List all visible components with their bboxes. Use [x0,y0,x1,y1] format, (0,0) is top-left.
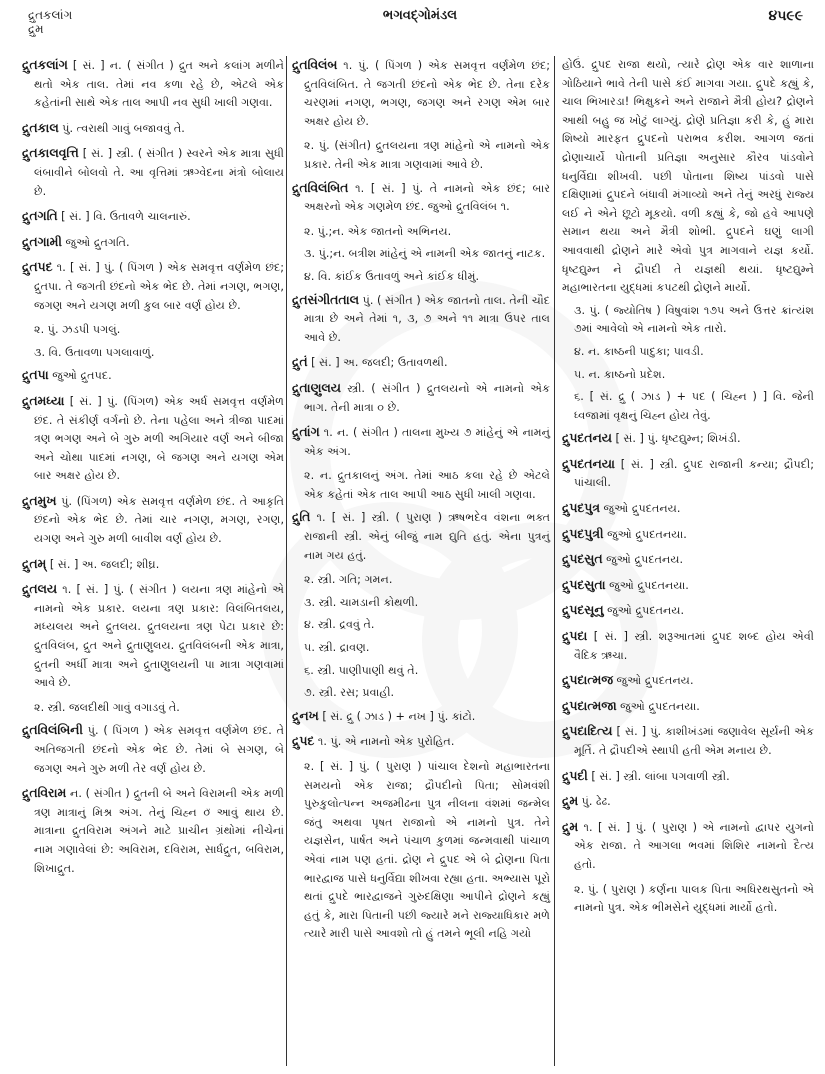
entry-headword: દ્રુતમુખ [22,492,57,508]
entry-sense: ૨. પું. (સંગીત) દ્રુતલયના ત્રણ માંહેનો એ નામનો એક પ્રકાર. તેની એક માત્રા ગણવામાં આવે છે. [304,139,550,171]
entry-definition: [ સં. ] પું. ધૃષ્ટદ્યુમ્ન; શિખંડી. [615,432,741,446]
entry-definition: [ સં. ] સ્ત્રી. લાંબા પગવાળી સ્ત્રી. [591,769,730,783]
dictionary-entry [562,525,814,545]
entry-headword: દ્રુતવિલંબિની [22,722,83,738]
entry-headword: દ્રુતકાલ [22,119,59,135]
entry-headword: દ્રુપદપુત્રી [562,525,604,541]
column-2 [292,56,550,948]
guide-word-first: દ્રુતકલાંગ [28,8,73,22]
entry-sense: ૩. પું.;ન. બત્રીશ માંહેનું એ નામની એક જાતનું નાટક. [304,247,546,261]
entry-headword: દ્રુપદાત્મજ [562,672,613,688]
column-divider-2 [554,56,555,1066]
page-number: ૪૫૯૯ [768,8,803,24]
dictionary-entry [292,379,550,417]
entry-definition: જુઓ દ્રુપદતનયા. [620,699,700,713]
entry-definition: [ સં. ] સ્ત્રી. ( સંગીત ) સ્વરને એક માત્રા સુધી લંબાવીને બોલવો તે. આ વૃત્તિમાં ઋગ્વેદના મંત્રો બોલાય છે. [34,147,284,198]
entry-definition: ૧. પું. ( પિંગળ ) એક સમવૃત્ત વર્ણમેળ છંદ; દ્રુતવિલંબિત. તે જગતી છંદનો એક ભેદ છે. તેના દરેક ચરણમાં નગણ, ભગણ, જગણ અને રગણ એમ બાર અક્ષર હોય છે. [304,59,550,128]
entry-definition: જુઓ દ્રુપદતનય. [606,553,684,567]
entry-sense: ૬. [ સં. દ્રુ ( ઝાડ ) + પદ ( ચિહ્ન ) ] વિ. જેની ધ્વજામાં વૃક્ષનું ચિહ્ન હોય તેવું. [574,390,814,422]
entry-definition: જુઓ દ્રુતપદ. [52,369,112,383]
entry-definition: ૧. [ સં. ] પું. ( પુરાણ ) એ નામનો દ્વાપર યુગનો એક રાજા. તે આગલા ભવમાં શિશિર નામનો દૈત્ય હતો. [574,820,814,871]
entry-headword: દ્રુતવિરામ [22,785,67,801]
entry-definition: [ સં. ] સ્ત્રી. શરૂઆતમાં દ્રુપદ શબ્દ હોય એવી વૈદિક ઋચા. [574,630,814,662]
dictionary-entry [22,555,284,575]
entry-headword: દ્રુપદસુત [562,551,603,567]
dictionary-entry [22,233,284,253]
dictionary-entry [562,429,814,449]
entry-definition: જુઓ દ્રુપદતનયા. [607,527,687,541]
entry-headword: દ્રુતાંગ [292,424,320,440]
guide-words [28,8,72,36]
entry-sense: ૫. સ્ત્રી. દ્રાવણ. [304,641,370,655]
entry-headword: દ્રુતસંગીતતાલ [292,291,359,307]
guide-word-last: દ્રુમ [28,22,44,36]
entry-headword: દ્રુતિ [292,509,311,525]
dictionary-entry [22,492,284,549]
entry-headword: દ્રુતપા [22,367,49,383]
entry-sense: ૨. સ્ત્રી. ગતિ; ગમન. [304,573,393,587]
column-1 [22,56,284,884]
column-3 [562,56,814,922]
entry-headword: દ્રુતં [292,354,308,370]
dictionary-entry [292,423,550,504]
entry-definition: [ સં. ] વિ. ઉતાવળે ચાલનારું. [61,210,191,224]
dictionary-entry [292,508,550,702]
book-title: ભગવદ્ગોમંડલ [382,8,458,23]
entry-headword: દ્રુતાણુલય [292,379,341,395]
entry-headword: દ્રુપદપુત્ર [562,500,600,516]
entry-sense: ૨. સ્ત્રી. જલદીથી ગાવું વગાડવું તે. [34,700,180,714]
entry-definition: [ સં. ] પું. કાશીખંડમાં જણાવેલ સૂર્યની એક મૂર્તિ. તે દ્રૌપદીએ સ્થાપી હતી એમ મનાય છે. [574,725,815,757]
entry-definition: પું. (પિંગળ) એક સમવૃત્ત વર્ણમેળ છંદ. તે આકૃતિ છંદનો એક ભેદ છે. તેમાં ચાર નગણ, મગણ, રગણ, યગણ અને ગુરુ મળી બાવીશ વર્ણ હોય છે. [34,494,284,546]
entry-headword: દ્રુતલય [22,581,58,597]
dictionary-entry [22,580,284,717]
dictionary-entry [562,627,814,665]
entry-sense: ૨. પું. ઝડપી પગલું. [34,323,121,337]
entry-sense: ૬. સ્ત્રી. પાણીપાણી થવું તે. [304,663,419,677]
entry-definition: [ સં. ] ન. ( સંગીત ) દ્રુત અને કલાંગ મળીને થતો એક તાલ. તેમાં નવ કળા રહે છે, એટલે એક કહેતાંની સાથે એક તાલ આપી નવ સુધી ખાલી ગણવા. [34,59,284,110]
dictionary-entry [22,366,284,386]
dictionary-entry [292,291,550,348]
entry-continuation: હોઉં. દ્રુપદ રાજા થયો, ત્યારે દ્રોણ એક વાર શાળાના ગોઠિયાને ભાવે તેની પાસે કંઈ માગવા ગયા. દ્રુપદે કહ્યું કે, ચાલ ભિખારડા! ભિક્ષુકને અને રાજાને મૈત્રી હોય? દ્રોણને આથી બહુ જ ખોટું લાગ્યું. દ્રોણે પ્રતિજ્ઞા કરી કે, હું મારા શિષ્યો મારફત દ્રુપદનો પરાભવ કરીશ. આગળ જતાં દ્રોણાચાર્યે પોતાની પ્રતિજ્ઞા અનુસાર કૌરવ પાંડવોને ધનુર્વિદ્યા શીખવી. પછી પોતાના શિષ્ય પાંડવો પાસે દક્ષિણામાં દ્રુપદને બંધાવી મંગાવ્યો અને તેનું અરધું રાજ્ય લઈ ને એને છૂટો મૂકયો. વળી કહ્યું કે, જો હવે આપણે સમાન થયા અને મૈત્રી શોભી. દ્રુપદને ઘણું લાગી આવવાથી દ્રોણને મારે એવો પુત્ર માગવાને યજ્ઞ કર્યો. ધૃષ્ટદ્યુમ્ન ને દ્રૌપદી તે યજ્ઞથી થયાં. ધૃષ્ટદ્યુમ્ને મહાભારતના યુદ્ધમાં કપટથી દ્રોણને માર્યો. [562,58,814,295]
entry-headword: દ્રુપદાત્મજા [562,697,617,713]
dictionary-entry [562,576,814,596]
dictionary-entry [22,207,284,227]
entry-sense: ૨. પું.;ન. એક જાતનો અભિનય. [304,224,452,238]
entry-definition: જુઓ દ્રુપદતનય. [607,604,685,618]
entry-definition: ન. ( સંગીત ) દ્રુતની બે અને વિરામની એક મળી ત્રણ માત્રાનું મિશ્ર અંગ. તેનું ચિહ્ન ૦̆ આવું થાય છે. માત્રાના દ્રુતવિરામ અંગને માટે પ્રાચીન ગ્રંથોમાં નીચેનાં નામ ગણાવેલાં છે: અવિરામ, દવિરામ, સાર્ધદ્રુત, બવિરામ, શિખાદ્રુત. [34,787,284,875]
entry-headword: દ્રુપદા [562,628,588,644]
entry-definition: [ સં. ] અ. જલદી; ઉતાવળથી. [311,356,448,370]
entry-headword: દ્રુતગામી [22,233,62,249]
entry-sense: ૪. સ્ત્રી. દ્રવવું તે. [304,618,375,632]
entry-headword: દ્રુપદતનય [562,430,612,446]
dictionary-entry [562,671,814,691]
dictionary-entry [562,818,814,918]
entry-definition: પું. ( સંગીત ) એક જાતનો તાલ. તેની ચૌદ માત્રા છે અને તેમાં ૧, ૩, ૭ અને ૧૧ માત્રા ઉપર તાલ આવે છે. [304,293,550,344]
entry-definition: ૧. પું. એ નામનો એક પુરોહિત. [317,735,455,749]
entry-sense: ૩. સ્ત્રી. ચામડાની કોથળી. [304,595,419,609]
page-header [0,6,825,50]
dictionary-entry [562,455,814,493]
entry-sense: ૩. વિ. ઉતાવળા પગલાવાળું. [34,345,155,359]
dictionary-entry [562,697,814,717]
dictionary-entry [292,353,550,373]
entry-headword: દ્રુનખ [292,707,319,723]
entry-headword: દ્રુપદી [562,767,588,783]
entry-sense: ૩. પું. ( જ્યોતિષ ) વિષુવાંશ ૧૭૫ અને ઉત્તર ક્રાંત્યંશ ૭માં આવેલો એ નામનો એક તારો. [574,303,814,336]
entry-sense: ૨. [ સં. ] પું. ( પુરાણ ) પાંચાલ દેશનો મહાભારતના સમયનો એક રાજા; દ્રૌપદીનો પિતા; સોમવંશી પુરુકુલોત્પન્ન અજમીઢના પુત્ર નીલના વંશમાં જન્મેલ જંતુ અથવા પૃષત રાજાનો એ નામનો પુત્ર. તેને યજ્ઞસેન, પાર્ષત અને પંચાળ કુળમાં જન્મવાથી પાંચાળ એવાં નામ પણ હતાં. દ્રોણ ને દ્રુપદ એ બે દ્રોણના પિતા ભારદ્વાજ પાસે ધનુર્વિદ્યા શીખવા રહ્યા હતા. અભ્યાસ પૂરો થતાં દ્રુપદે ભારદ્વાજને ગુરુદક્ષિણા આપીને દ્રોણને કહ્યું હતું કે, મારા પિતાની પછી જ્યારે મને રાજ્યાધિકાર મળે ત્યારે મારી પાસે આવશો તો હું તમને ભૂલી નહિ ગયો [304,760,550,941]
entry-definition: [ સં. ] સ્ત્રી. દ્રુપદ રાજાની કન્યા; દ્રૌપદી; પાંચાલી. [574,457,814,490]
entry-definition: ૧. [ સં. ] પું. તે નામનો એક છંદ; બાર અક્ષરનો એક ગણમેળ છંદ. જુઓ દ્રુતવિલંબ ૧. [304,181,550,214]
dictionary-entry [292,707,550,727]
entry-definition: પું. ત્વરાથી ગાવું બજાવવું તે. [62,121,185,135]
entry-headword: દ્રુતવિલંબિત [292,179,349,195]
dictionary-entry [292,732,550,944]
entry-definition: ૧. [ સં. ] પું. ( પિંગળ ) એક સમવૃત્ત વર્ણમેળ છંદ; દ્રુતપા. તે જગતી છંદનો એક ભેદ છે. તેમાં નગણ, ભગણ, જગણ અને યગણ મળી કુલ બાર વર્ણ હોય છે. [34,261,285,312]
entry-headword: દ્રુપદ [292,733,315,749]
entry-definition: જુઓ દ્રુપદતનય. [616,674,694,688]
entry-definition: [ સં. ] અ. જલદી; શીઘ્ર. [49,557,160,571]
entry-definition: ૧. [ સં. ] પું. ( સંગીત ) લયના ત્રણ માંહેનો એ નામનો એક પ્રકાર. લયના ત્રણ પ્રકાર: વિલંબિતલય, મધ્યલય અને દ્રુતલય. દ્રુતલયના ત્રણ પેટા પ્રકાર છે: દ્રુતવિલંબ, દ્રુત અને દ્રુતાણુલય. દ્રુતવિલંબની એક માત્રા, દ્રુતની અર્ધી માત્રા અને દ્રુતાણુલયની પા માત્રા ગણવામાં આવે છે. [34,583,284,690]
entry-headword: દ્રુતકાલવૃત્તિ [22,145,79,161]
entry-headword: દ્રુપદસુતા [562,576,606,592]
dictionary-entry [22,784,284,878]
entry-definition: જુઓ દ્રુતગતિ. [65,235,130,249]
entry-headword: દ્રુપદતનયા [562,455,615,471]
entry-sense: ૪. વિ. કાંઈક ઉતાવળું અને કાંઈક ધીમું. [304,269,480,283]
entry-headword: દ્રુમ [562,793,579,809]
entry-definition: [ સં. ] પું. (પિંગળ) એક અર્ધ સમવૃત્ત વર્ણમેળ છંદ. તે સંકીર્ણ વર્ગનો છે. તેના પહેલા અને ત્રીજા પાદમાં ત્રણ ભગણ અને બે ગુરુ મળી અગિયાર વર્ણ અને બીજા અને ચોથા પાદમાં નગણ, બે જગણ અને યગણ એમ બાર અક્ષર હોય છે. [34,394,284,483]
entry-headword: દ્રુપદસૂનુ [562,602,604,618]
entry-headword: દ્રુતકલાંગ [22,57,68,72]
dictionary-entry [562,767,814,787]
entry-definition: ૧. [ સં. ] સ્ત્રી. ( પુરાણ ) ઋષભદેવ વંશના ભક્ત રાજાની સ્ત્રી. એનું બીજું નામ દ્યુતિ હતું. એના પુત્રનું નામ ગય હતું. [304,511,550,562]
entry-sense: ૨. ન. દ્રુતકાલનું અંગ. તેમાં આઠ કલા રહે છે એટલે એક કહેતાં એક તાલ આપી આઠ સુધી ખાલી ગણવા. [304,469,550,501]
dictionary-entry [562,601,814,621]
dictionary-entry [22,721,284,778]
entry-headword: દ્રુતગતિ [22,208,58,224]
column-divider-1 [286,56,287,1066]
entry-definition: જુઓ દ્રુપદતનયા. [609,578,689,592]
entry-sense: ૨. પું. ( પુરાણ ) કર્ણના પાલક પિતા અધિરથસુતનો એ નામનો પુત્ર. એક ભીમસેને યુદ્ધમાં માર્યો હતો. [574,882,814,915]
dictionary-entry [22,119,284,139]
dictionary-entry [22,144,284,201]
entry-definition: પું. ( પિંગળ ) એક સમવૃત્ત વર્ણમેળ છંદ. તે અતિજગતી છંદનો એક ભેદ છે. તેમાં બે સગણ, બે જગણ અને ગુરુ મળી તેર વર્ણ હોય છે. [34,724,284,775]
dictionary-entry [22,56,284,113]
entry-definition: જુઓ દ્રુપદતનય. [603,502,681,516]
entry-headword: દ્રુતમધ્યા [22,392,65,408]
entry-definition: ૧. ન. ( સંગીત ) તાલના મુખ્ય ૭ માંહેનું એ નામનું એક અંગ. [304,426,550,458]
entry-headword: દ્રુતમ્ [22,555,47,571]
entry-headword: દ્રુતવિલંબ [292,57,338,72]
entry-headword: દ્રુમ [562,818,579,834]
dictionary-entry [22,258,284,362]
entry-sense: ૭. સ્ત્રી. રસ; પ્રવાહી. [304,686,395,700]
entry-headword: દ્રુતપદ [22,259,53,275]
dictionary-entry [292,56,550,175]
entry-definition: પું. ઢેઢ. [581,795,611,809]
entry-definition: સ્ત્રી. ( સંગીત ) દ્રુતલયનો એ નામનો એક ભાગ. તેની માત્રા ૦ છે. [304,381,550,414]
entry-headword: દ્રુપદાદિત્ય [562,723,613,739]
dictionary-entry [292,179,550,287]
entry-definition: [ સં. દ્રુ ( ઝાડ ) + નખ ] પું. કાંટો. [322,709,476,723]
dictionary-entry [562,499,814,519]
dictionary-entry [562,550,814,570]
entry-sense: ૫. ન. કાષ્ઠનો પ્રદેશ. [574,367,666,381]
dictionary-entry [562,792,814,812]
entry-sense: ૪. ન. કાષ્ઠની પાદુકા; પાવડી. [574,344,704,358]
dictionary-entry [562,722,814,760]
dictionary-entry [22,392,284,486]
